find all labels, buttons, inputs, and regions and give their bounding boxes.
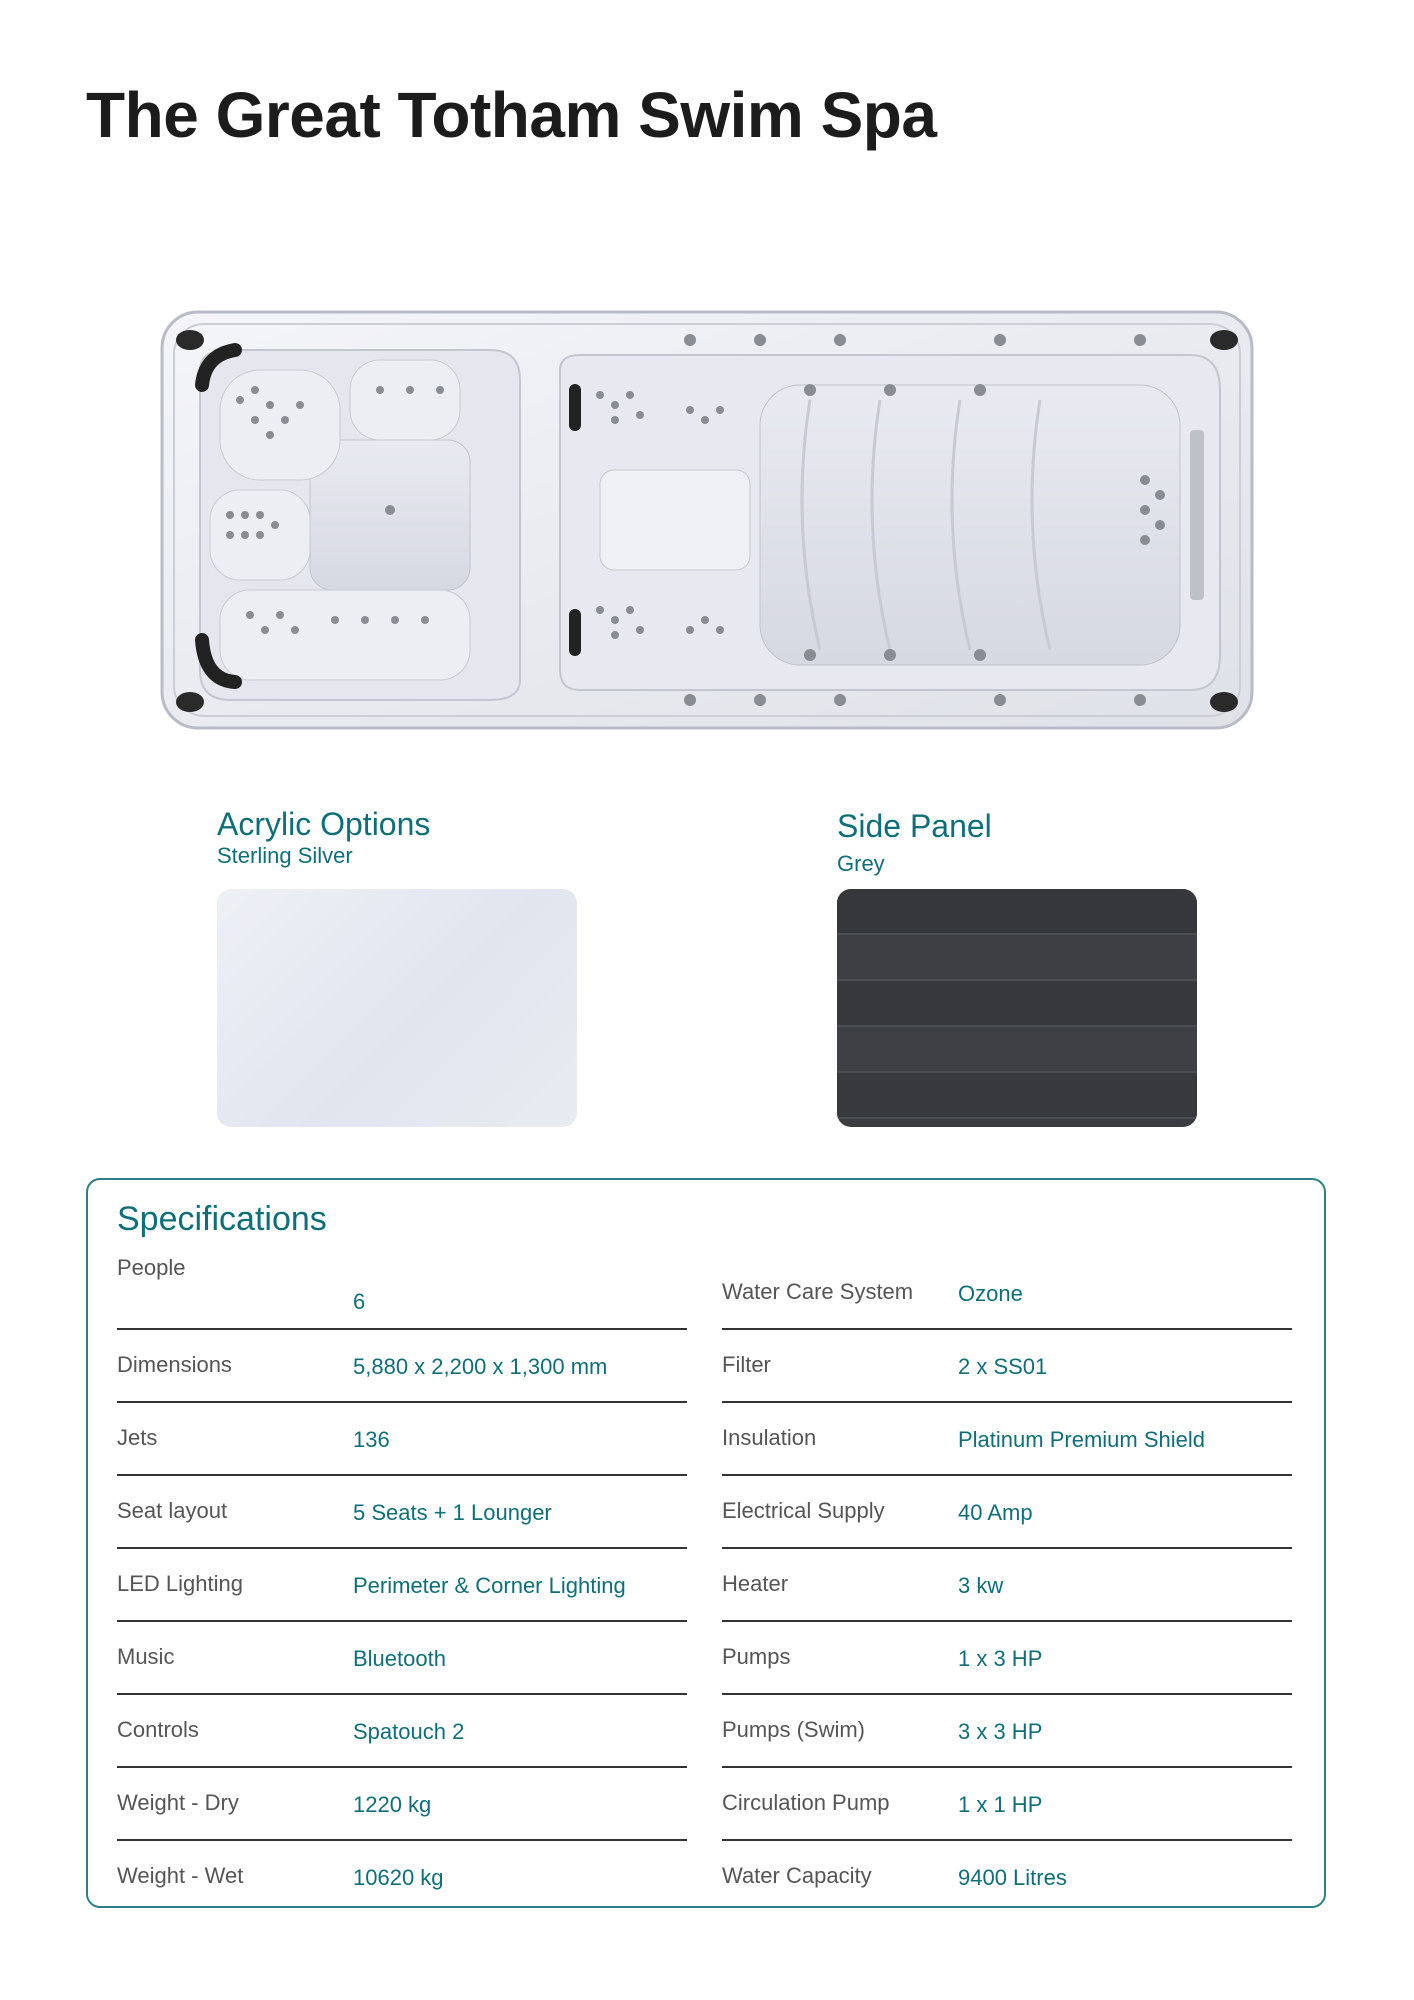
spec-row bbox=[722, 1257, 1292, 1330]
spec-row bbox=[117, 1330, 687, 1403]
spec-label: LED Lighting bbox=[117, 1571, 243, 1596]
spec-value: 9400 Litres bbox=[958, 1865, 1067, 1890]
spec-row bbox=[722, 1549, 1292, 1622]
spec-row bbox=[722, 1768, 1292, 1841]
swim-spa-illustration bbox=[160, 310, 1254, 730]
spec-label: Filter bbox=[722, 1352, 771, 1377]
spec-label: Weight - Dry bbox=[117, 1790, 239, 1815]
spec-label: Heater bbox=[722, 1571, 789, 1596]
spec-label: Water Care System bbox=[722, 1279, 914, 1304]
spec-value: 40 Amp bbox=[958, 1500, 1033, 1525]
spec-value: 1 x 3 HP bbox=[958, 1646, 1043, 1671]
spec-row bbox=[722, 1695, 1292, 1768]
spec-value: 6 bbox=[353, 1289, 366, 1314]
spec-row bbox=[722, 1841, 1292, 1901]
spec-row bbox=[117, 1549, 687, 1622]
spec-value: 2 x SS01 bbox=[958, 1354, 1048, 1379]
spec-row bbox=[722, 1476, 1292, 1549]
spec-value: 5 Seats + 1 Lounger bbox=[353, 1500, 552, 1525]
page-title: The Great Totham Swim Spa bbox=[86, 79, 937, 151]
spec-value: Ozone bbox=[958, 1281, 1023, 1306]
spec-value: 136 bbox=[353, 1427, 390, 1452]
spec-label: Music bbox=[117, 1644, 175, 1669]
spec-label: Jets bbox=[117, 1425, 158, 1450]
spec-row bbox=[722, 1330, 1292, 1403]
spec-label: Dimensions bbox=[117, 1352, 232, 1377]
spec-label: Pumps bbox=[722, 1644, 791, 1669]
spec-label: Circulation Pump bbox=[722, 1790, 890, 1815]
spec-value: 1 x 1 HP bbox=[958, 1792, 1043, 1817]
spec-label: Controls bbox=[117, 1717, 199, 1742]
spec-value: 5,880 x 2,200 x 1,300 mm bbox=[353, 1354, 608, 1379]
spec-label: Water Capacity bbox=[722, 1863, 872, 1888]
acrylic-swatch bbox=[217, 889, 577, 1127]
swim-spa-image bbox=[160, 310, 1254, 730]
spec-value: 1220 kg bbox=[353, 1792, 432, 1817]
spec-value: Perimeter & Corner Lighting bbox=[353, 1573, 626, 1598]
side-panel-swatch bbox=[837, 889, 1197, 1127]
spec-label: Electrical Supply bbox=[722, 1498, 885, 1523]
spec-value: 3 x 3 HP bbox=[958, 1719, 1043, 1744]
side-panel-option-name: Grey bbox=[837, 851, 885, 876]
acrylic-option-name: Sterling Silver bbox=[217, 843, 353, 868]
spec-value: Bluetooth bbox=[353, 1646, 446, 1671]
spec-label: Insulation bbox=[722, 1425, 817, 1450]
spec-row bbox=[117, 1255, 687, 1330]
spec-row bbox=[117, 1768, 687, 1841]
spec-value: 3 kw bbox=[958, 1573, 1004, 1598]
spec-value: Platinum Premium Shield bbox=[958, 1427, 1205, 1452]
spec-row bbox=[117, 1695, 687, 1768]
spec-label: Pumps (Swim) bbox=[722, 1717, 866, 1742]
specifications-heading: Specifications bbox=[117, 1200, 327, 1238]
spec-row bbox=[117, 1841, 687, 1901]
spec-value: Spatouch 2 bbox=[353, 1719, 465, 1744]
spec-value: 10620 kg bbox=[353, 1865, 444, 1890]
spec-row bbox=[117, 1622, 687, 1695]
spec-row bbox=[117, 1476, 687, 1549]
spec-row bbox=[722, 1403, 1292, 1476]
spec-row bbox=[722, 1622, 1292, 1695]
spec-label: Weight - Wet bbox=[117, 1863, 244, 1888]
acrylic-options-heading: Acrylic Options bbox=[217, 806, 431, 842]
side-panel-heading: Side Panel bbox=[837, 808, 992, 844]
spec-label: Seat layout bbox=[117, 1498, 228, 1523]
spec-label: People bbox=[117, 1255, 186, 1280]
spec-row bbox=[117, 1403, 687, 1476]
